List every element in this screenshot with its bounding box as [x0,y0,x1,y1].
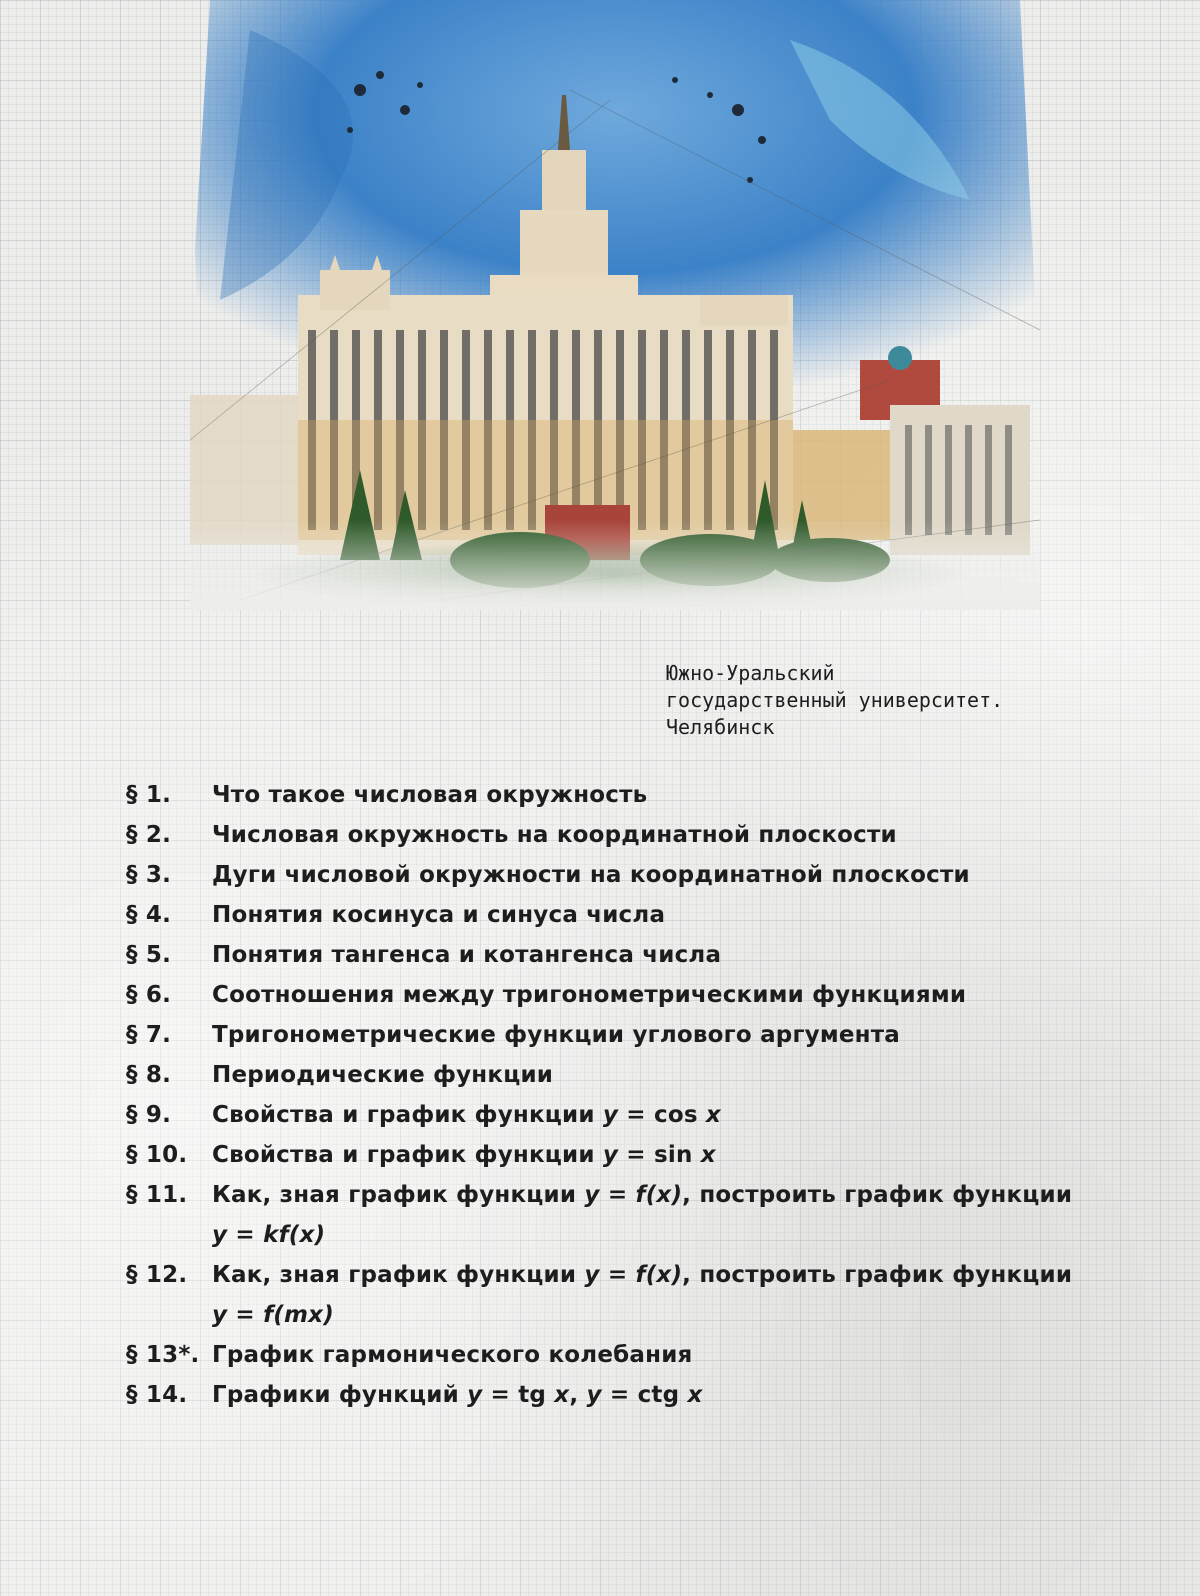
toc-item[interactable] [126,855,1126,895]
formula-var: y [212,1222,228,1248]
section-number: § 6. [126,982,172,1008]
formula-var: y [212,1302,228,1328]
formula-var: x [700,1142,716,1168]
formula-eq: = ctg [601,1382,688,1408]
section-number: § 2. [126,822,172,848]
university-illustration [190,0,1040,610]
toc-item[interactable] [126,895,1126,935]
formula-eq: = [227,1302,264,1328]
caption-line: Южно-Уральский [666,661,835,685]
toc-item[interactable] [126,935,1126,975]
title-text: Свойства и график функции [212,1102,595,1128]
formula-var: x [687,1382,703,1408]
title-text: Как, зная график функции [212,1182,577,1208]
caption-line: государственный университет. [666,688,1004,712]
section-number: § 10. [126,1142,188,1168]
formula-eq: = [599,1182,636,1208]
toc-item[interactable] [126,1375,1126,1415]
caption-line: Челябинск [666,715,775,739]
toc-item[interactable] [126,1095,1126,1135]
toc-item[interactable] [126,1135,1126,1175]
toc-item[interactable] [126,1175,1126,1215]
section-number: § 4. [126,902,172,928]
section-title [212,1175,1126,1215]
section-title: Понятия косинуса и синуса числа [212,902,666,928]
section-title: Дуги числовой окружности на координатной плоскости [212,862,970,888]
toc-item-continuation [126,1295,1126,1335]
formula-sep: , [569,1382,587,1408]
formula-var: y [602,1142,619,1168]
section-number: § 8. [126,1062,172,1088]
formula-var: x [554,1382,570,1408]
section-number: § 7. [126,1022,172,1048]
title-tail: , построить график функции [682,1262,1073,1288]
section-number: § 13*. [126,1342,200,1368]
formula-expr: kf(x) [263,1222,326,1248]
toc-item[interactable] [126,1055,1126,1095]
illustration-caption [666,660,1066,741]
section-title [212,1135,1126,1175]
section-number: § 14. [126,1382,188,1408]
section-title [212,1095,1126,1135]
formula-eq: = [227,1222,264,1248]
section-title: Периодические функции [212,1062,554,1088]
section-title: Тригонометрические функции углового аргумента [212,1022,901,1048]
toc-item[interactable] [126,975,1126,1015]
section-title [212,1375,1126,1415]
formula-var: y [467,1382,483,1408]
building-watercolor [190,0,1040,610]
formula-var: y [602,1102,619,1128]
title-text: Как, зная график функции [212,1262,577,1288]
toc-item[interactable] [126,1015,1126,1055]
formula-var: y [584,1262,600,1288]
title-text: Графики функций [212,1382,459,1408]
section-title: Понятия тангенса и котангенса числа [212,942,722,968]
formula-fx: f(x) [635,1182,683,1208]
section-number: § 11. [126,1182,188,1208]
section-number: § 12. [126,1262,188,1288]
toc-item[interactable] [126,1255,1126,1295]
section-title: Что такое числовая окружность [212,782,648,808]
formula-eq: = sin [618,1142,701,1168]
section-number: § 5. [126,942,172,968]
table-of-contents [126,775,1126,1415]
formula-var: x [705,1102,721,1128]
toc-item-continuation [126,1215,1126,1255]
section-title: Числовая окружность на координатной плоскости [212,822,897,848]
title-text: Свойства и график функции [212,1142,595,1168]
section-title [212,1255,1126,1295]
toc-item[interactable] [126,1335,1126,1375]
title-tail: , построить график функции [682,1182,1073,1208]
section-number: § 9. [126,1102,172,1128]
formula-eq: = cos [618,1102,706,1128]
toc-item[interactable] [126,815,1126,855]
section-number: § 3. [126,862,172,888]
section-number: § 1. [126,782,172,808]
formula-fx: f(x) [635,1262,683,1288]
formula-expr: f(mx) [263,1302,334,1328]
section-title: Соотношения между тригонометрическими функциями [212,982,967,1008]
formula-var: y [586,1382,602,1408]
formula-eq: = tg [482,1382,555,1408]
formula-var: y [584,1182,600,1208]
toc-item[interactable] [126,775,1126,815]
formula-eq: = [599,1262,636,1288]
section-title: График гармонического колебания [212,1342,693,1368]
